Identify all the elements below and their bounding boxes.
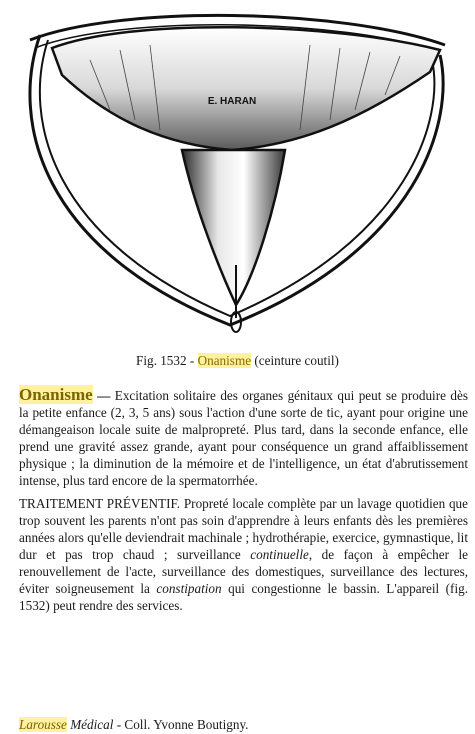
treatment-emphasis-2: constipation [156, 580, 222, 596]
definition-paragraph [19, 387, 468, 489]
treatment-paragraph [19, 496, 468, 614]
article-body [19, 387, 468, 615]
entry-definition: Excitation solitaire des organes génitaux qui peut se produire dès la petite enfance (2, 3, 5 ans) sous l'action d'une sorte de tic, ayant pour origine une démangeaison locale suite de malpropreté. Plus tard, dans la seconde enfance, elle prend une gravité assez grande, ayant pour conséquence un grand affaiblissement physique ; la diminution de la mémoire et de l'intelligence, un état d'abrutissement intense, plus tard encore de la spermatorrhée. [19, 388, 468, 488]
maker-mark: E. HARAN [207, 96, 257, 107]
caption-suffix: (ceinture coutil) [251, 353, 339, 368]
caption-term: Onanisme [197, 353, 252, 368]
source-title: Médical [66, 717, 114, 732]
treatment-text-1: TRAITEMENT PRÉVENTIF. Propreté locale complète par un lavage quotidien que trop souvent les parents n'ont pas soin d'apprendre à leurs enfants dès les premières années alors qu'elle deviendrait machinale ; hydrothérapie, exercice, gymnastique, lit dur et pas trop chaud ; surveillance [19, 496, 468, 563]
treatment-emphasis-1: continuelle [250, 547, 309, 563]
source-rest: - Coll. Yvonne Boutigny. [113, 717, 249, 732]
caption-prefix: Fig. 1532 - [136, 353, 198, 368]
belt-illustration [0, 0, 475, 345]
source-line [19, 716, 248, 733]
entry-term: Onanisme [19, 385, 93, 404]
treatment-text-3: qui congestionne le bassin. L'appareil (fig. 1532) peut rendre des services. [19, 580, 468, 613]
treatment-text-2: , de façon à empêcher le renouvellement de l'acte, surveillance des domestiques, surveillance des lectures, éviter soigneusement la [19, 547, 468, 596]
figure-caption [0, 352, 475, 369]
source-publisher: Larousse [19, 717, 67, 732]
entry-dash: — [92, 388, 115, 403]
